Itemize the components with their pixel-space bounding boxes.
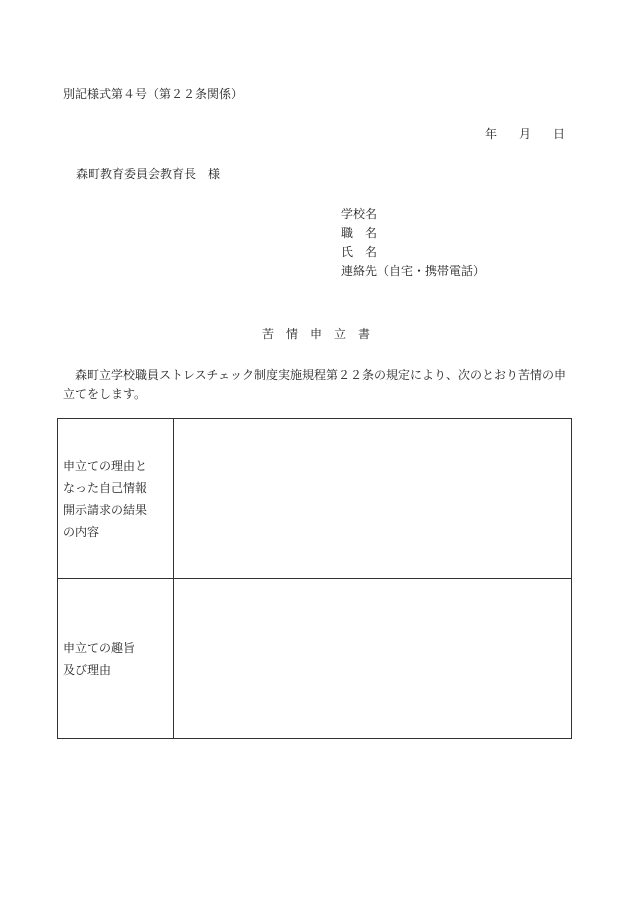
name-label: 氏 名 bbox=[341, 245, 378, 259]
addressee: 森町教育委員会教育長 様 bbox=[76, 167, 221, 181]
body-text: 森町立学校職員ストレスチェック制度実施規程第２２条の規定により、次のとおり苦情の申立てをします。 bbox=[63, 368, 567, 401]
disclosure-result-field[interactable] bbox=[174, 419, 571, 578]
date-day-label: 日 bbox=[553, 127, 566, 141]
row-label-disclosure-result: 申立ての理由と なった自己情報 開示請求の結果 の内容 bbox=[63, 458, 148, 539]
date-year-label: 年 bbox=[485, 127, 498, 141]
row-header bbox=[58, 419, 174, 578]
contact-label: 連絡先（自宅・携帯電話） bbox=[341, 264, 486, 278]
table-row bbox=[58, 579, 571, 738]
purpose-reason-field[interactable] bbox=[174, 579, 571, 738]
row-label-purpose-reason: 申立ての趣旨 及び理由 bbox=[63, 640, 136, 677]
date-line bbox=[485, 125, 565, 142]
document-title: 苦情申立書 bbox=[262, 327, 383, 341]
form-number: 別記様式第４号（第２２条関係） bbox=[63, 87, 244, 101]
row-header bbox=[58, 579, 174, 738]
table-row bbox=[58, 419, 571, 579]
school-name-label: 学校名 bbox=[341, 207, 378, 221]
applicant-info bbox=[341, 205, 485, 281]
date-month-label: 月 bbox=[519, 127, 532, 141]
position-label: 職 名 bbox=[341, 226, 378, 240]
complaint-form-table bbox=[57, 418, 572, 739]
